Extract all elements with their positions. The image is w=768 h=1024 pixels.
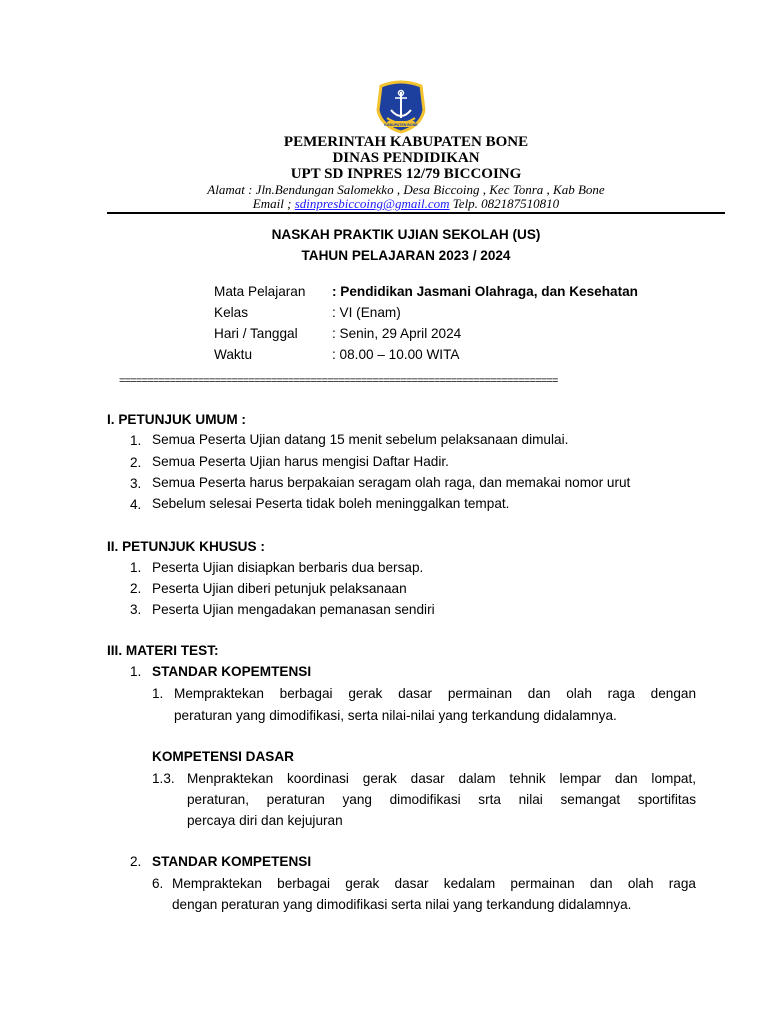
letterhead-contact bbox=[0, 196, 768, 212]
list-item-text: Peserta Ujian mengadakan pemanasan sendiri bbox=[152, 602, 435, 617]
item-text-line: Mempraktekan berbagai gerak dasar kedalam permainan dan olah raga bbox=[172, 876, 696, 891]
letterhead-line-1: PEMERINTAH KABUPATEN BONE bbox=[283, 134, 529, 150]
email-prefix: Email ; bbox=[252, 196, 295, 211]
kabupaten-bone-logo bbox=[371, 80, 431, 134]
list-item-text: Semua Peserta Ujian harus mengisi Daftar Hadir. bbox=[152, 454, 449, 469]
info-value-date: : Senin, 29 April 2024 bbox=[332, 326, 462, 341]
item-text-line: percaya diri dan kejujuran bbox=[187, 813, 343, 828]
item-text-line: peraturan yang dimodifikasi, serta nilai-nilai yang terkandung didalamnya. bbox=[174, 708, 617, 723]
info-value-subject: : Pendidikan Jasmani Olahraga, dan Kesehatan bbox=[332, 284, 638, 299]
subsection-number: 1. bbox=[130, 664, 142, 679]
list-item-text: Peserta Ujian disiapkan berbaris dua bersap. bbox=[152, 560, 424, 575]
subsection-heading: KOMPETENSI DASAR bbox=[152, 749, 294, 764]
document-title: NASKAH PRAKTIK UJIAN SEKOLAH (US) bbox=[271, 227, 541, 242]
letterhead-line-3: UPT SD INPRES 12/79 BICCOING bbox=[290, 166, 522, 182]
item-text-line: peraturan, peraturan yang dimodifikasi srta nilai semangat sportifitas bbox=[187, 792, 696, 807]
list-item-number: 1. bbox=[130, 560, 142, 575]
divider-line: ============================================================================== bbox=[119, 375, 558, 387]
list-item-text: Semua Peserta harus berpakaian seragam olah raga, dan memakai nomor urut bbox=[152, 475, 631, 490]
list-item-number: 3. bbox=[130, 602, 142, 617]
info-label-date: Hari / Tanggal bbox=[214, 326, 298, 341]
item-text-line: Menpraktekan koordinasi gerak dasar dalam tehnik lempar dan lompat, bbox=[187, 771, 696, 786]
list-item-number: 3. bbox=[130, 476, 142, 491]
info-value-time: : 08.00 – 10.00 WITA bbox=[332, 347, 460, 362]
list-item-number: 2. bbox=[130, 455, 142, 470]
info-label-class: Kelas bbox=[214, 305, 249, 320]
list-item-text: Peserta Ujian diberi petunjuk pelaksanaan bbox=[152, 581, 407, 596]
letterhead-rule bbox=[107, 212, 725, 214]
list-item-number: 4. bbox=[130, 497, 142, 512]
item-number: 6. bbox=[152, 876, 164, 891]
document-subtitle: TAHUN PELAJARAN 2023 / 2024 bbox=[301, 248, 511, 263]
list-item-number: 2. bbox=[130, 581, 142, 596]
info-value-class: : VI (Enam) bbox=[332, 305, 401, 320]
subsection-heading: STANDAR KOMPETENSI bbox=[152, 854, 312, 869]
list-item-number: 1. bbox=[130, 433, 142, 448]
phone: Telp. 082187510810 bbox=[449, 196, 560, 211]
section-3-heading: III. MATERI TEST: bbox=[107, 643, 219, 658]
item-number: 1. bbox=[152, 686, 164, 701]
subsection-heading: STANDAR KOPEMTENSI bbox=[152, 664, 312, 679]
info-label-subject: Mata Pelajaran bbox=[214, 284, 306, 299]
info-label-time: Waktu bbox=[214, 347, 253, 362]
list-item-text: Semua Peserta Ujian datang 15 menit sebelum pelaksanaan dimulai. bbox=[152, 432, 569, 447]
email-link[interactable]: sdinpresbiccoing@gmail.com bbox=[294, 196, 450, 211]
letterhead-line-2: DINAS PENDIDIKAN bbox=[332, 150, 480, 166]
item-text-line: Mempraktekan berbagai gerak dasar permainan dan olah raga dengan bbox=[174, 686, 696, 701]
logo-ribbon-text: KABUPATEN BONE bbox=[384, 123, 418, 127]
item-text-line: dengan peraturan yang dimodifikasi serta nilai yang terkandung didalamnya. bbox=[172, 897, 632, 912]
letterhead-address: Alamat : Jln.Bendungan Salomekko , Desa Biccoing , Kec Tonra , Kab Bone bbox=[207, 182, 605, 197]
list-item-text: Sebelum selesai Peserta tidak boleh meninggalkan tempat. bbox=[152, 496, 510, 511]
section-1-heading: I. PETUNJUK UMUM : bbox=[107, 412, 246, 427]
item-number: 1.3. bbox=[152, 771, 175, 786]
subsection-number: 2. bbox=[130, 854, 142, 869]
section-2-heading: II. PETUNJUK KHUSUS : bbox=[107, 539, 265, 554]
